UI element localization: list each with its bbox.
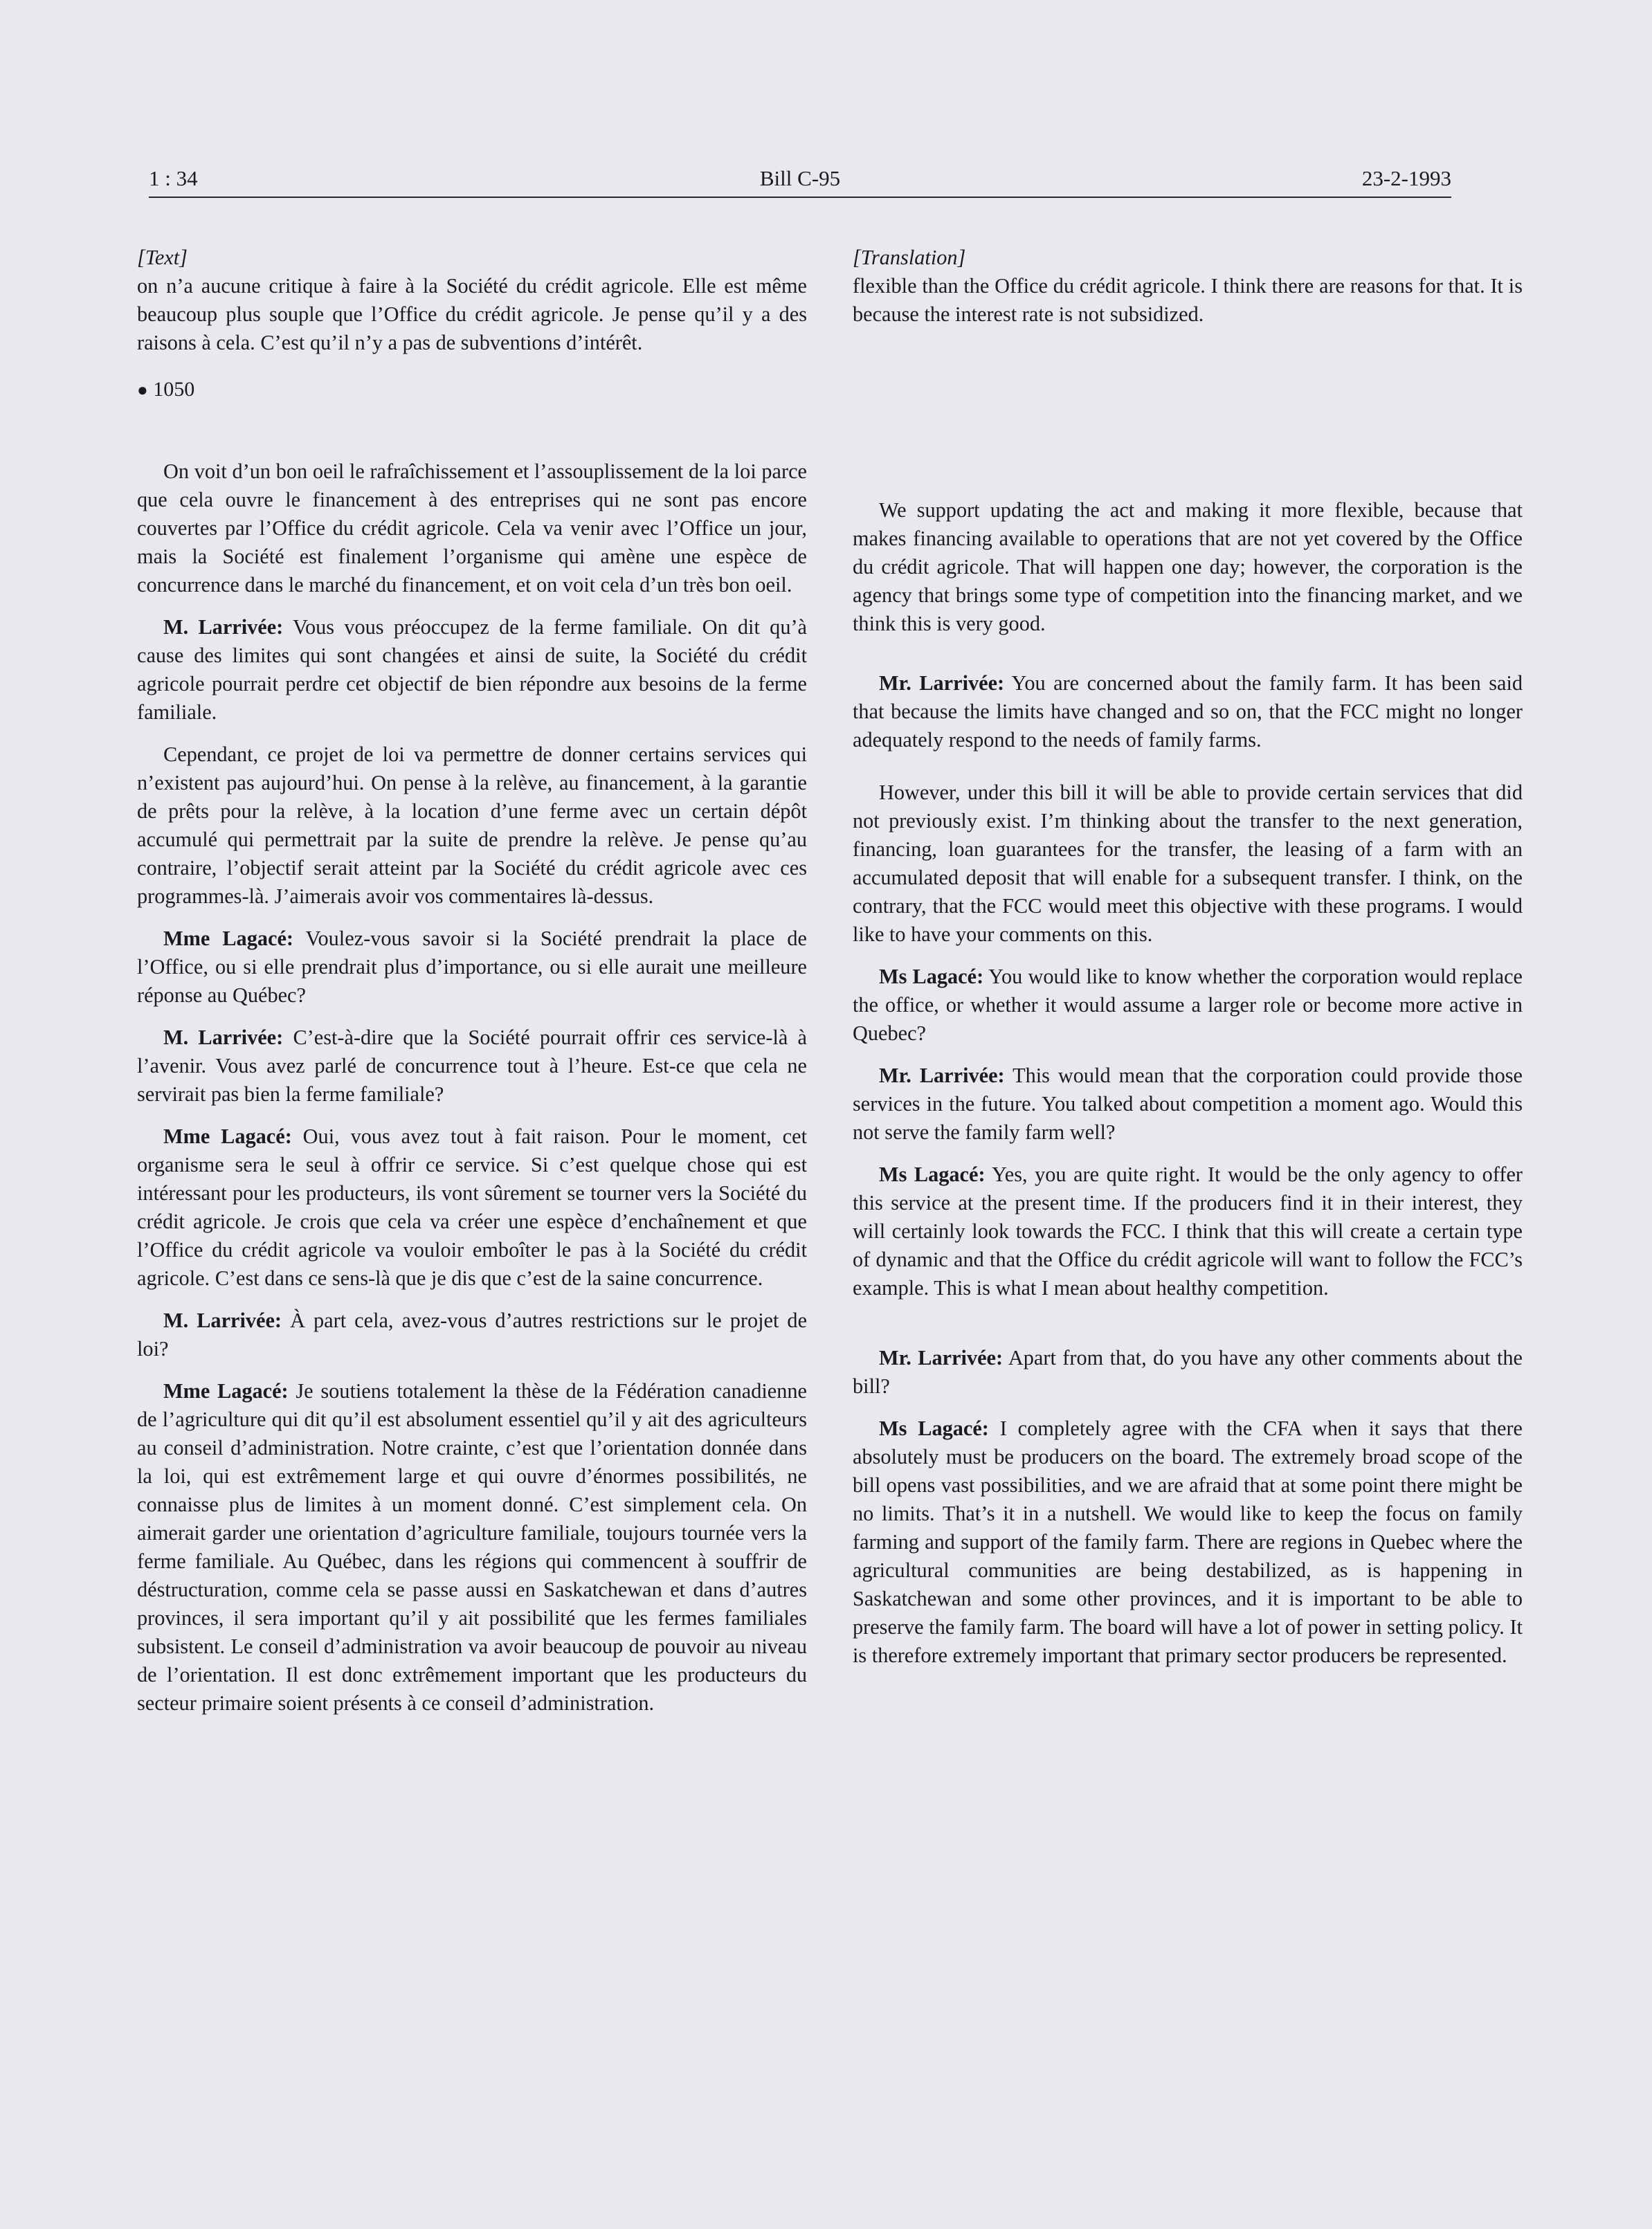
time-marker-value: 1050: [153, 378, 195, 401]
fr-paragraph-9: Mme Lagacé: Je soutiens totalement la thèse de la Fédération canadienne de l’agriculture qui dit qu’il est absolument essentiel qu’il y ait des agriculteurs au conseil d’administration. Notre crainte, c’est que l’orientation donnée dans la loi, qui est extrêmement large et qui ouvre d’énormes possibilités, ne connaisse plus de limites à un moment donné. C’est simplement cela. On aimerait garder une orientation d’agriculture familiale, toujours tournée vers la ferme familiale. Au Québec, dans les régions qui commencent à souffrir de déstructuration, comme cela se passe aussi en Saskatchewan et dans d’autres provinces, il sera important qu’il y ait possibilité que les fermes familiales subsistent. Le conseil d’administration va avoir beaucoup de pouvoir au niveau de l’orientation. Il est donc extrêmement important que les producteurs du secteur primaire soient présents à ce conseil d’administration.: [137, 1379, 808, 1715]
french-column: [137, 244, 807, 1718]
speaker-name: Mme Lagacé:: [163, 1379, 289, 1403]
en-paragraph-1: flexible than the Office du crédit agricole. I think there are reasons for that. It is because the interest rate is not subsidized.: [853, 274, 1523, 326]
fr-paragraph-7: Mme Lagacé: Oui, vous avez tout à fait raison. Pour le moment, cet organisme sera le seul à offrir ce service. Si c’est quelque chose qui est intéressant pour les producteurs, ils vont sûrement se tourner vers la Société du crédit agricole. Je crois que cela va créer une espèce d’enchaînement et que l’Office du crédit agricole va vouloir emboîter le pas à la Société du crédit agricole. C’est dans ce sens-là que je dis que c’est de la saine concurrence.: [137, 1125, 807, 1290]
speaker-name: M. Larrivée:: [163, 1026, 284, 1049]
speaker-name: Mr. Larrivée:: [879, 671, 1005, 695]
english-column: [853, 244, 1523, 1670]
document-date: 23-2-1993: [1361, 166, 1451, 190]
speaker-name: Mme Lagacé:: [163, 927, 293, 950]
en-paragraph-8: Mr. Larrivée: Apart from that, do you have any other comments about the bill?: [853, 1346, 1523, 1398]
en-paragraph-4: However, under this bill it will be able to provide certain services that did not previously exist. I’m thinking about the transfer to the next generation, financing, loan guarantees for the transfer, the leasing of a farm with an accumulated deposit that will enable for a subsequent transfer. I think, on the contrary, that the FCC would meet this objective with these programs. I would like to have your comments on this.: [853, 781, 1523, 946]
text-tag: [Text]: [137, 246, 188, 269]
en-paragraph-5: Ms Lagacé: You would like to know whether the corporation would replace the office, or whether it would assume a larger role or become more active in Quebec?: [853, 965, 1523, 1045]
speaker-name: M. Larrivée:: [163, 1309, 282, 1332]
fr-paragraph-8: M. Larrivée: À part cela, avez-vous d’autres restrictions sur le projet de loi?: [137, 1309, 808, 1361]
en-paragraph-2: We support updating the act and making it more flexible, because that makes financing available to operations that are not yet covered by the Office du crédit agricole. That will happen one day; however, the corporation is the agency that brings some type of competition into the financing market, and we think this is very good.: [853, 498, 1523, 635]
page-number: 1 : 34: [149, 166, 198, 190]
document-title: Bill C-95: [759, 166, 841, 190]
speaker-name: M. Larrivée:: [163, 615, 284, 639]
bullet-icon: ●: [137, 380, 148, 400]
speaker-name: Mme Lagacé:: [163, 1125, 292, 1148]
page-header: [149, 161, 1451, 197]
speaker-name: Ms Lagacé:: [879, 1417, 989, 1440]
en-paragraph-7: Ms Lagacé: Yes, you are quite right. It would be the only agency to offer this service at the present time. If the producers find it in their interest, they will certainly look towards the FCC. I think that this will create a certain type of dynamic and that the Office du crédit agricole will want to follow the FCC’s example. This is what I mean about healthy competition.: [853, 1163, 1523, 1300]
en-paragraph-3: Mr. Larrivée: You are concerned about the family farm. It has been said that because the limits have changed and so on, that the FCC might no longer adequately respond to the needs of family farms.: [853, 671, 1523, 752]
speaker-name: Mr. Larrivée:: [879, 1064, 1005, 1087]
fr-paragraph-6: M. Larrivée: C’est-à-dire que la Société pourrait offrir ces service-là à l’avenir. Vous avez parlé de concurrence tout à l’heure. Est-ce que cela ne servirait pas bien la ferme familiale?: [137, 1026, 808, 1106]
en-paragraph-9: Ms Lagacé: I completely agree with the CFA when it says that there absolutely must be producers on the board. The extremely broad scope of the bill opens vast possibilities, and we are afraid that at some point there might be no limits. That’s it in a nutshell. We would like to keep the focus on family farming and support of the family farm. There are regions in Quebec where the agricultural communities are being destabilized, as is happening in Saskatchewan and some other provinces, and it is important to be able to preserve the family farm. The board will have a lot of power in setting policy. It is therefore extremely important that primary sector producers be represented.: [853, 1417, 1523, 1667]
fr-paragraph-1: on n’a aucune critique à faire à la Société du crédit agricole. Elle est même beaucoup plus souple que l’Office du crédit agricole. Je pense qu’il y a des raisons à cela. C’est qu’il n’y a pas de subventions d’intérêt.: [137, 274, 807, 354]
speaker-name: Ms Lagacé:: [879, 1163, 986, 1186]
fr-paragraph-3: M. Larrivée: Vous vous préoccupez de la ferme familiale. On dit qu’à cause des limites qui sont changées et ainsi de suite, la Société du crédit agricole pourrait perdre cet objectif de bien répondre aux besoins de la ferme familiale.: [137, 615, 808, 724]
en-paragraph-6: Mr. Larrivée: This would mean that the corporation could provide those services in the future. You talked about competition a moment ago. Would this not serve the family farm well?: [853, 1064, 1523, 1144]
fr-paragraph-4: Cependant, ce projet de loi va permettre de donner certains services qui n’existent pas aujourd’hui. On pense à la relève, au financement, à la garantie de prêts pour la relève, à la location d’une ferme avec un certain dépôt accumulé qui permettrait par la suite de prendre la relève. Je pense qu’au contraire, l’objectif serait atteint par la Société du crédit agricole avec ces programmes-là. J’aimerais avoir vos commentaires là-dessus.: [137, 743, 807, 908]
time-marker: [137, 375, 807, 404]
header-rule: [149, 197, 1451, 198]
translation-tag: [Translation]: [853, 246, 966, 269]
fr-paragraph-5: Mme Lagacé: Voulez-vous savoir si la Société prendrait la place de l’Office, ou si elle prendrait plus d’importance, ou si elle aurait une meilleure réponse au Québec?: [137, 927, 808, 1007]
speaker-name: Ms Lagacé:: [879, 965, 984, 988]
fr-paragraph-2: On voit d’un bon oeil le rafraîchissement et l’assouplissement de la loi parce que cela ouvre le financement à des entreprises qui ne sont pas encore couvertes par l’Office du crédit agricole. Cela va venir avec l’Office un jour, mais la Société est finalement l’organisme qui amène une espèce de concurrence dans le marché du financement, et on voit cela d’un très bon oeil.: [137, 460, 807, 597]
speaker-name: Mr. Larrivée:: [879, 1346, 1004, 1370]
